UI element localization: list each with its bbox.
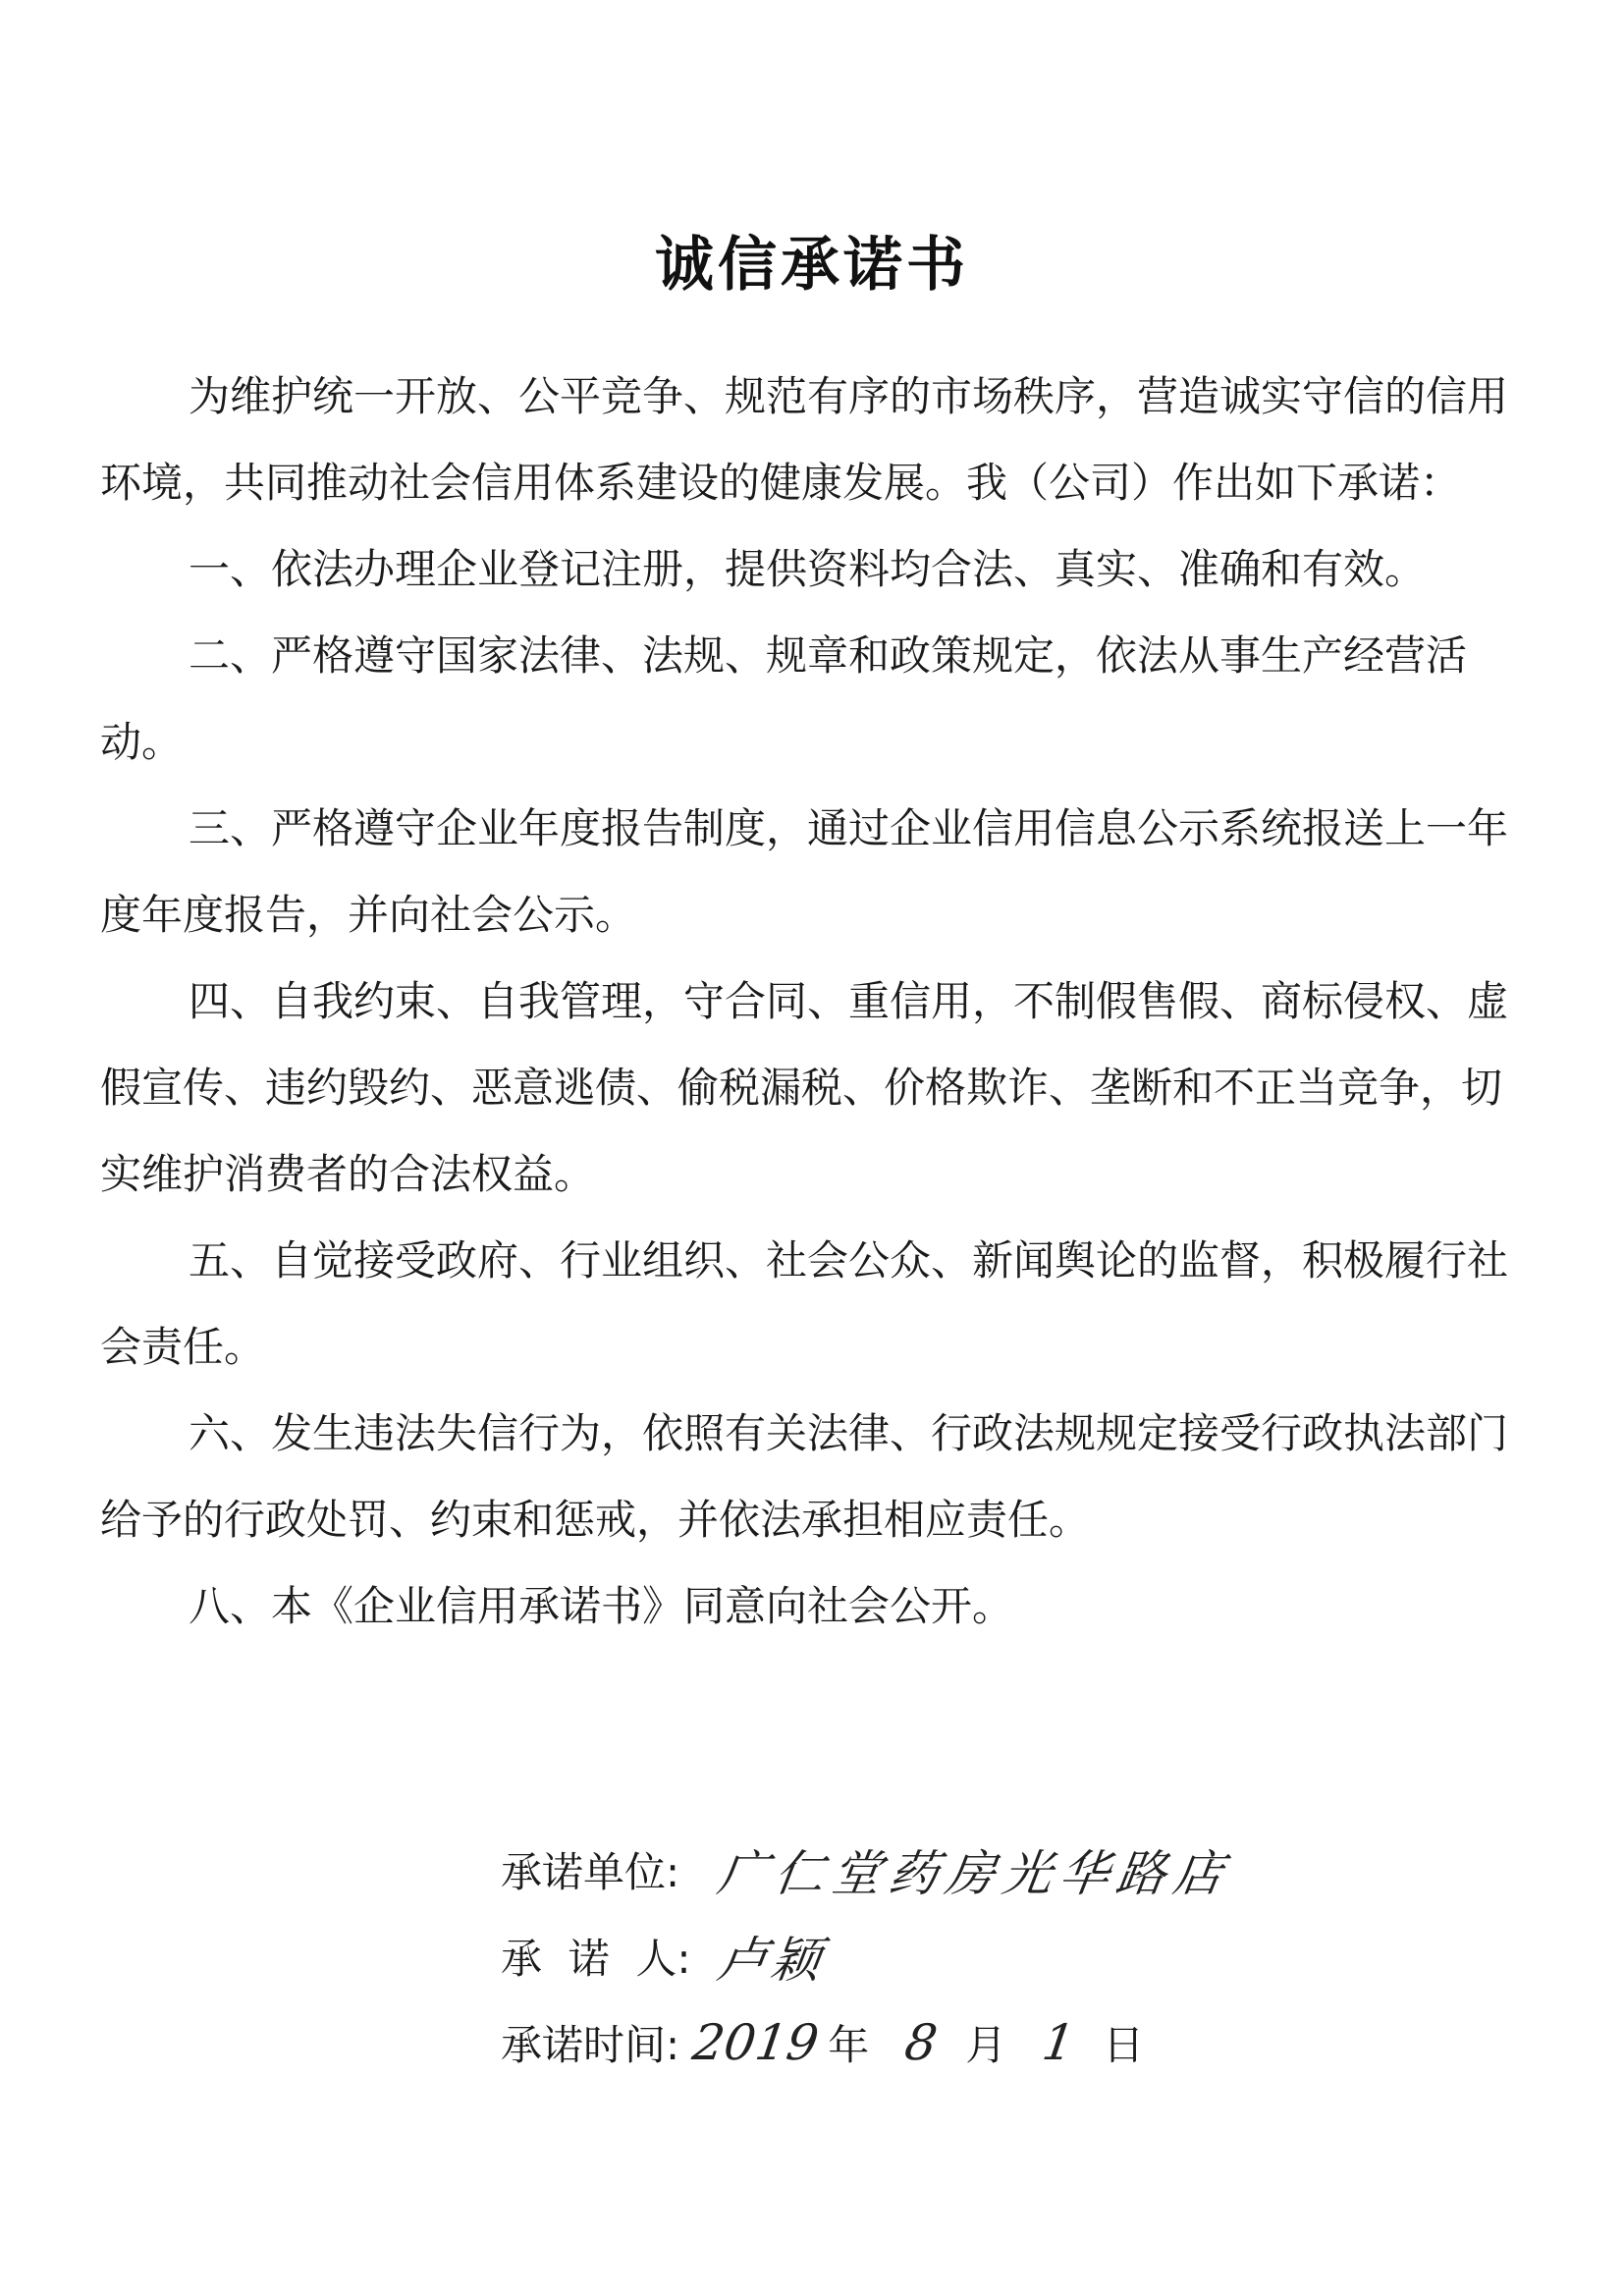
signature-unit-row <box>501 1827 1384 1913</box>
signature-date-row <box>501 1999 1384 2086</box>
person-label: 承 诺 人: <box>501 1935 691 1983</box>
paragraph-item-6: 六、发生违法失信行为，依照有关法律、行政法规规定接受行政执法部门给予的行政处罚、约束和惩戒，并依法承担相应责任。 <box>100 1409 1509 1544</box>
paragraph-item-5: 五、自觉接受政府、行业组织、社会公众、新闻舆论的监督，积极履行社会责任。 <box>100 1236 1509 1371</box>
paragraph-item-8: 八、本《企业信用承诺书》同意向社会公开。 <box>189 1582 1014 1630</box>
day-unit: 日 <box>1103 2021 1145 2069</box>
paragraph-intro: 为维护统一开放、公平竞争、规范有序的市场秩序，营造诚实守信的信用环境，共同推动社会信用体系建设的健康发展。我（公司）作出如下承诺： <box>100 372 1509 507</box>
paragraph-item-4: 四、自我约束、自我管理，守合同、重信用，不制假售假、商标侵权、虚假宣传、违约毁约、恶意逃债、偷税漏税、价格欺诈、垄断和不正当竞争，切实维护消费者的合法权益。 <box>100 977 1509 1198</box>
year-unit: 年 <box>828 2021 870 2069</box>
signature-block <box>501 1827 1384 2086</box>
date-year-handwritten: 2019 <box>688 2014 823 2071</box>
paragraph-item-3: 三、严格遵守企业年度报告制度，通过企业信用信息公示系统报送上一年度年度报告，并向社会公示。 <box>100 804 1509 939</box>
document-body <box>100 354 1514 1650</box>
date-month-handwritten: 8 <box>901 2014 942 2071</box>
paragraph-item-1: 一、依法办理企业登记注册，提供资料均合法、真实、准确和有效。 <box>189 545 1427 593</box>
paragraph-item-2: 二、严格遵守国家法律、法规、规章和政策规定，依法从事生产经营活动。 <box>100 631 1468 766</box>
unit-label: 承诺单位: <box>501 1848 680 1896</box>
date-label: 承诺时间: <box>501 2021 680 2069</box>
date-day-handwritten: 1 <box>1039 2014 1079 2071</box>
unit-handwritten-value: 广仁堂药房光华路店 <box>714 1845 1235 1902</box>
document-title: 诚信承诺书 <box>655 231 969 300</box>
person-handwritten-value: 卢颖 <box>714 1932 829 1989</box>
signature-person-row <box>501 1913 1384 1999</box>
month-unit: 月 <box>965 2021 1007 2069</box>
